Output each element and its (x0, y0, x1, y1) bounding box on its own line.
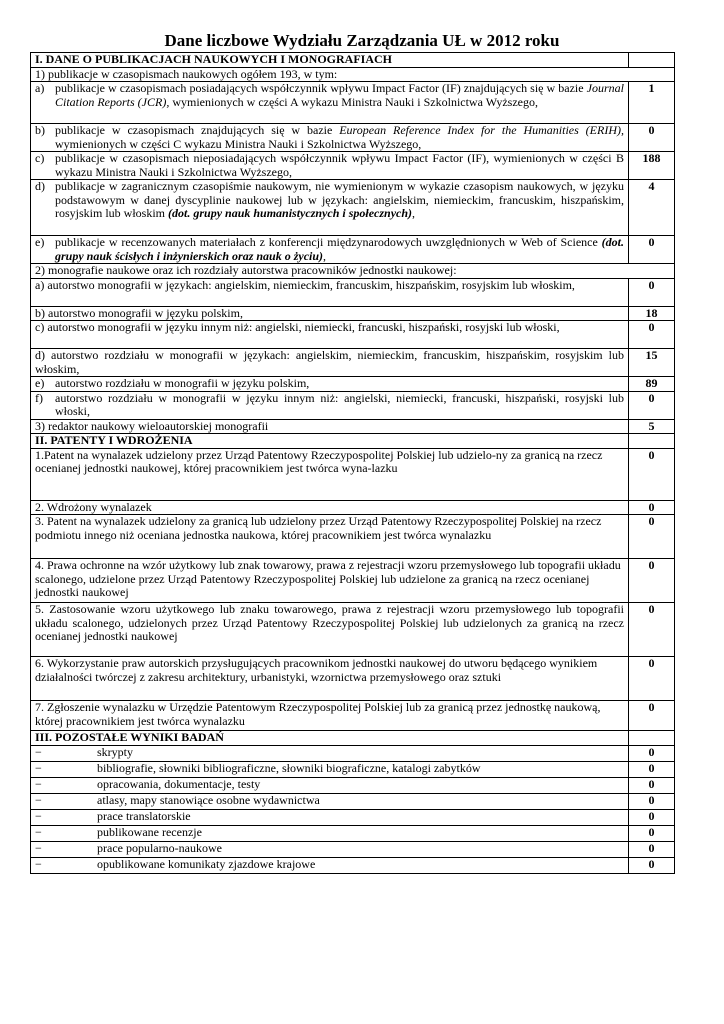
patent-row-5-value: 0 (629, 603, 675, 657)
row-2b: b) autorstwo monografii w języku polskim, (31, 306, 629, 321)
row-2e-value: 89 (629, 377, 675, 392)
row-2a: a) autorstwo monografii w językach: angielskim, niemieckim, francuskim, hiszpańskim, rosyjskim lub włoskim, (31, 278, 629, 306)
result-row: − atlasy, mapy stanowiące osobne wydawnictwa (31, 793, 629, 809)
row-2f-value: 0 (629, 391, 675, 419)
row-1a-value: 1 (629, 82, 675, 124)
row-2c: c) autorstwo monografii w języku innym niż: angielski, niemiecki, francuski, hiszpański, rosyjski lub włoski, (31, 321, 629, 349)
result-row: − prace translatorskie (31, 809, 629, 825)
row-3-value: 5 (629, 419, 675, 434)
row-1c: c) publikacje w czasopismach nieposiadających współczynnik wpływu Impact Factor (IF), wymienionych w części B wykazu Ministra Nauki i Szkolnictwa Wyższego, (31, 152, 629, 180)
result-row-value: 0 (629, 777, 675, 793)
patent-row-1: 1.Patent na wynalazek udzielony przez Urząd Patentowy Rzeczypospolitej Polskiej lub udzielo-ny za granicą na rzecz ocenianej jednostki naukowej, której pracownikiem jest twórca wyna-lazku (31, 448, 629, 500)
patent-row-2: 2. Wdrożony wynalazek (31, 500, 629, 515)
page-title: Dane liczbowe Wydziału Zarządzania UŁ w 2012 roku (164, 31, 560, 50)
row-2f: f) autorstwo rozdziału w monografii w języku innym niż: angielski, niemiecki, francuski, hiszpański, rosyjski lub włoski, (31, 391, 629, 419)
result-row-value: 0 (629, 761, 675, 777)
patent-row-2-value: 0 (629, 500, 675, 515)
data-table (30, 52, 675, 874)
patent-row-5: 5. Zastosowanie wzoru użytkowego lub znaku towarowego, prawa z rejestracji wzoru przemysłowego lub topografii układu scalonego, udzielonych przez Urząd Patentowy Rzeczypospolitej Polskiej lub udzielonych za granicą na rzecz ocenianej jednostki naukowej (31, 603, 629, 657)
row-3: 3) redaktor naukowy wieloautorskiej monografii (31, 419, 629, 434)
row-2d: d) autorstwo rozdziału w monografii w językach: angielskim, niemieckim, francuskim, hiszpańskim, rosyjskim lub włoskim, (31, 349, 629, 377)
row-1b-value: 0 (629, 124, 675, 152)
section-2-header: II. PATENTY I WDROŻENIA (31, 434, 629, 449)
result-row: − publikowane recenzje (31, 825, 629, 841)
section-1-header: I. DANE O PUBLIKACJACH NAUKOWYCH I MONOGRAFIACH (31, 53, 629, 68)
patent-row-1-value: 0 (629, 448, 675, 500)
subsection-2-heading: 2) monografie naukowe oraz ich rozdziały autorstwa pracowników jednostki naukowej: (31, 264, 675, 279)
row-2c-value: 0 (629, 321, 675, 349)
row-1e-value: 0 (629, 236, 675, 264)
result-row-value: 0 (629, 841, 675, 857)
row-2b-value: 18 (629, 306, 675, 321)
patent-row-6-value: 0 (629, 657, 675, 701)
patent-row-3: 3. Patent na wynalazek udzielony za granicą lub udzielony przez Urząd Patentowy Rzeczypospolitej Polskiej na rzecz podmiotu innego niż oceniana jednostka naukowa, której pracownikiem jest twórca wynalazku (31, 515, 629, 559)
result-row: − prace popularno-naukowe (31, 841, 629, 857)
result-row: − opracowania, dokumentacje, testy (31, 777, 629, 793)
result-row-value: 0 (629, 793, 675, 809)
subsection-1-heading: 1) publikacje w czasopismach naukowych ogółem 193, w tym: (31, 67, 675, 82)
patent-row-3-value: 0 (629, 515, 675, 559)
result-row-value: 0 (629, 745, 675, 761)
row-1b: b) publikacje w czasopismach znajdujących się w bazie European Reference Index for the Humanities (ERIH), wymienionych w części C wykazu Ministra Nauki i Szkolnictwa Wyższego, (31, 124, 629, 152)
section-3-header: III. POZOSTAŁE WYNIKI BADAŃ (31, 731, 629, 746)
row-2a-value: 0 (629, 278, 675, 306)
patent-row-6: 6. Wykorzystanie praw autorskich przysługujących pracownikom jednostki naukowej do utworu będącego wynikiem działalności twórczej z zakresu architektury, urbanistyki, wzornictwa przemysłowego oraz sztuki (31, 657, 629, 701)
patent-row-7: 7. Zgłoszenie wynalazku w Urzędzie Patentowym Rzeczypospolitej Polskiej lub za granicą przez jednostkę naukową, której pracownikiem jest twórca wynalazku (31, 701, 629, 731)
patent-row-7-value: 0 (629, 701, 675, 731)
row-1c-value: 188 (629, 152, 675, 180)
result-row-value: 0 (629, 825, 675, 841)
row-1d-value: 4 (629, 180, 675, 236)
row-2e: e) autorstwo rozdziału w monografii w języku polskim, (31, 377, 629, 392)
result-row-value: 0 (629, 857, 675, 873)
result-row-value: 0 (629, 809, 675, 825)
result-row: − opublikowane komunikaty zjazdowe krajowe (31, 857, 629, 873)
row-1e: e) publikacje w recenzowanych materiałach z konferencji międzynarodowych uwzględnionych w Web of Science (dot. grupy nauk ścisłych i inżynierskich oraz nauk o życiu), (31, 236, 629, 264)
patent-row-4: 4. Prawa ochronne na wzór użytkowy lub znak towarowy, prawa z rejestracji wzoru przemysłowego lub topografii układu scalonego, udzielone przez Urząd Patentowy Rzeczypospolitej Polskiej lub udzielone za granicą na rzecz ocenianej jednostki naukowej (31, 559, 629, 603)
result-row: − bibliografie, słowniki bibliograficzne, słowniki biograficzne, katalogi zabytków (31, 761, 629, 777)
row-1a: a) publikacje w czasopismach posiadających współczynnik wpływu Impact Factor (IF) znajdujących się w bazie Journal Citation Reports (JCR), wymienionych w części A wykazu Ministra Nauki i Szkolnictwa Wyższego, (31, 82, 629, 124)
row-2d-value: 15 (629, 349, 675, 377)
patent-row-4-value: 0 (629, 559, 675, 603)
row-1d: d) publikacje w zagranicznym czasopiśmie naukowym, nie wymienionym w wykazie czasopism naukowych, w języku podstawowym w danej dyscyplinie naukowej lub w językach: angielskim, niemieckim, francuskim, hiszpańskim, rosyjskim lub włoskim (dot. grupy nauk humanistycznych i społecznych), (31, 180, 629, 236)
result-row: − skrypty (31, 745, 629, 761)
